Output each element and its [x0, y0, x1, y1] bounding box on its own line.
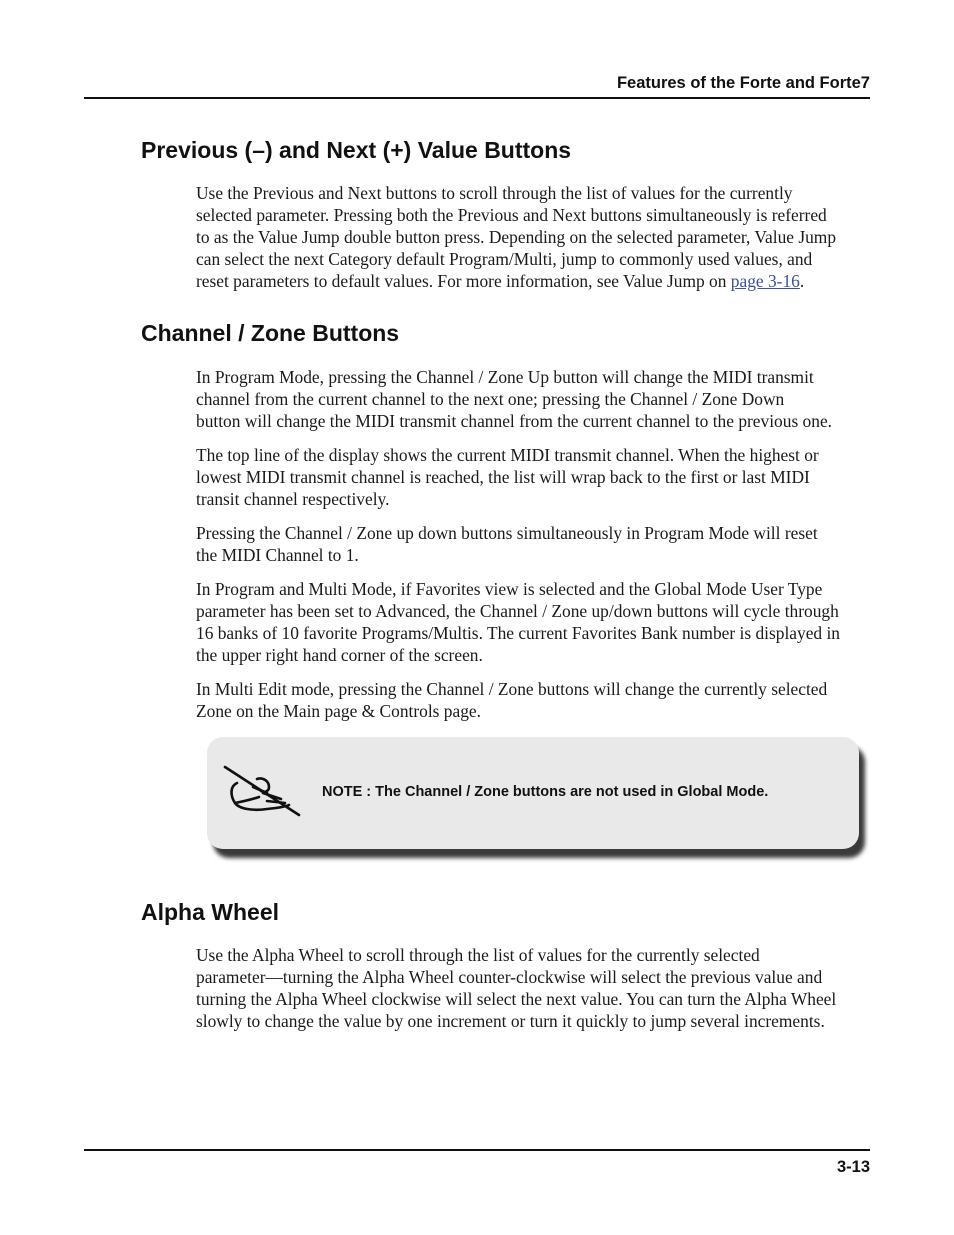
text-line: button will change the MIDI transmit channel from the current channel to the previous one.: [196, 410, 833, 431]
text-line: Use the Previous and Next buttons to scroll through the list of values for the currently: [196, 183, 793, 203]
page-3-16-link[interactable]: page 3-16: [730, 270, 800, 291]
text-line: the MIDI Channel to 1.: [196, 544, 359, 565]
text-line: reset parameters to default values. For more information, see Value Jump on: [196, 270, 731, 291]
text-line: Pressing the Channel / Zone up down buttons simultaneously in Program Mode will reset: [196, 523, 818, 543]
note-text: NOTE : The Channel / Zone buttons are not used in Global Mode.: [322, 784, 769, 800]
text-line: lowest MIDI transmit channel is reached, the list will wrap back to the first or last MIDI: [196, 466, 810, 487]
footer-rule: [84, 1149, 870, 1151]
heading-value-buttons: Previous (–) and Next (+) Value Buttons: [141, 137, 572, 163]
text-line: slowly to change the value by one increment or turn it quickly to jump several increments.: [196, 1010, 825, 1031]
text-line: parameter has been set to Advanced, the Channel / Zone up/down buttons will cycle through: [196, 600, 839, 621]
paragraph-value-buttons: [196, 183, 872, 293]
page-number: 3-13: [836, 1158, 870, 1176]
text-line: turning the Alpha Wheel clockwise will select the next value. You can turn the Alpha Wheel: [196, 988, 837, 1009]
paragraph-alpha-wheel: [196, 945, 872, 1033]
text-line: can select the next Category default Program/Multi, jump to commonly used values, and: [196, 248, 813, 269]
heading-channel-zone-buttons: Channel / Zone Buttons: [141, 320, 400, 346]
text-line: parameter—turning the Alpha Wheel counter-clockwise will select the previous value and: [196, 966, 823, 987]
text-line: 16 banks of 10 favorite Programs/Multis. The current Favorites Bank number is displayed in: [196, 622, 840, 643]
heading-alpha-wheel: Alpha Wheel: [141, 899, 280, 925]
text-line: to as the Value Jump double button press. Depending on the selected parameter, Value Jump: [196, 226, 837, 247]
text-line: the upper right hand corner of the screen.: [196, 644, 483, 665]
text-line: Zone on the Main page & Controls page.: [196, 700, 481, 721]
text-line: transit channel respectively.: [196, 488, 390, 509]
paragraph-channel-zone-2: [196, 445, 872, 511]
note-callout: [207, 737, 859, 849]
text-line: selected parameter. Pressing both the Previous and Next buttons simultaneously is referred: [196, 204, 827, 225]
header-rule: [84, 97, 870, 99]
running-header: Features of the Forte and Forte7: [616, 74, 870, 92]
text-line: In Program Mode, pressing the Channel / Zone Up button will change the MIDI transmit: [196, 367, 814, 387]
text-line: Use the Alpha Wheel to scroll through the list of values for the currently selected: [196, 945, 760, 965]
text-line: In Multi Edit mode, pressing the Channel / Zone buttons will change the currently selected: [196, 679, 828, 699]
text-line-end: .: [799, 270, 805, 291]
text-line: The top line of the display shows the current MIDI transmit channel. When the highest or: [196, 445, 819, 465]
writing-hand-icon: [223, 763, 303, 819]
paragraph-channel-zone-3: [196, 523, 872, 567]
text-line: channel from the current channel to the next one; pressing the Channel / Zone Down: [196, 388, 785, 409]
text-line: In Program and Multi Mode, if Favorites view is selected and the Global Mode User Type: [196, 579, 823, 599]
paragraph-channel-zone-5: [196, 679, 872, 723]
paragraph-channel-zone-1: [196, 367, 872, 433]
paragraph-channel-zone-4: [196, 579, 872, 667]
